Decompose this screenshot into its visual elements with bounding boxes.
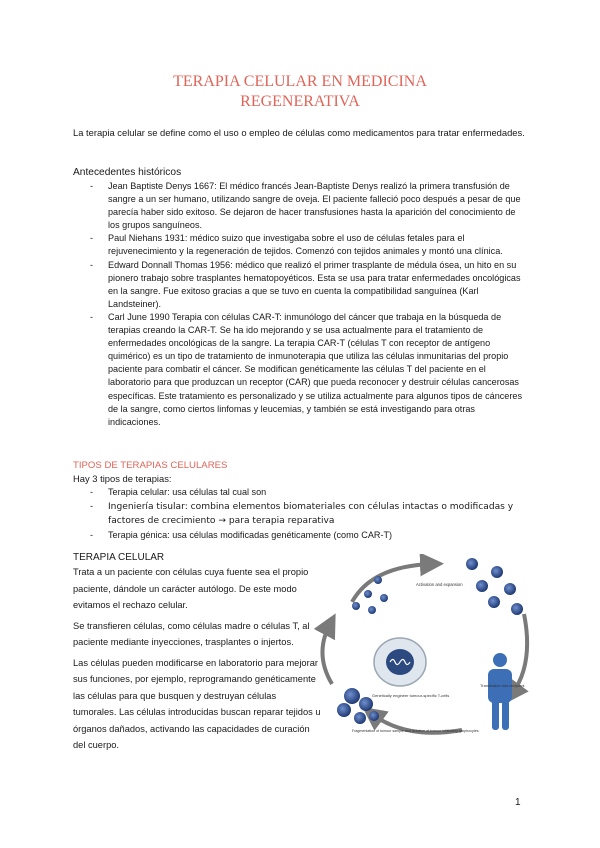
list-item: - Paul Niehans 1931: médico suizo que investigaba sobre el uso de células fetales para el rejuvenecimiento y la regeneración de tejidos. Comenzó con tejidos animales y montó una clínica. <box>90 233 503 257</box>
figure-label: Genetically engineer tumour-specific T-cells <box>372 693 450 698</box>
terapia-celular-heading: TERAPIA CELULAR <box>73 552 165 563</box>
figure-label: Activation and expansion <box>416 582 463 587</box>
cycle-arrow <box>512 614 527 694</box>
t-cell-icon <box>374 638 426 686</box>
figure-label: Transfusion into recipient <box>480 683 525 688</box>
list-item: - Terapia celular: usa células tal cual son <box>90 487 267 497</box>
recipient-person-icon <box>488 653 512 730</box>
tipos-heading: TIPOS DE TERAPIAS CELULARES <box>73 460 228 471</box>
paragraph: Trata a un paciente con células cuya fuente sea el propio paciente, dándole un carácter autólogo. De este modo evitamos el rechazo celular. <box>73 567 309 610</box>
figure-label: Fragmentation of tumour sample and isolation of tumour infiltrating lymphocytes <box>352 729 479 733</box>
paragraph: Las células pueden modificarse en laboratorio para mejorar sus funciones, por ejemplo, reprogramando genéticamente las células para que busquen y destruyan células tumorales. Las células introducidas buscan reparar tejidos u órganos dañados, activando las capacidades de curación del cuerpo. <box>73 657 321 750</box>
tipos-subheading: Hay 3 tipos de terapias: <box>73 473 172 484</box>
list-item: - Jean Baptiste Denys 1667: El médico francés Jean-Baptiste Denys realizó la primera transfusión de sangre a un ser humano, utilizando sangre de oveja. El paciente falleció poco después a pesar de que parecía haber sido exitoso. Se dejaron de hacer transfusiones hasta la aparición del conocimiento de los grupos sanguíneos. <box>90 181 521 231</box>
antecedentes-list <box>90 180 528 429</box>
antecedentes-heading: Antecedentes históricos <box>73 167 182 178</box>
cycle-arrow <box>322 624 332 684</box>
cell-therapy-cycle-diagram <box>312 554 534 738</box>
expanded-cells <box>466 558 523 615</box>
list-item: - Carl June 1990 Terapia con células CAR-T: inmunólogo del cáncer que trabaja en la búsqueda de terapias creando la CAR-T. Se ha ido mejorando y se usa actualmente para el tratamiento de enfermedades oncológicas de la sangre. La terapia CAR-T (células T con receptor de antígeno quimérico) es un tipo de tratamiento de inmunoterapia que utiliza las células inmunitarias del propio paciente para combatir el cáncer. Se modifican genéticamente las células T del paciente en el laboratorio para que produzcan un receptor (CAR) que pueda reconocer y destruir células cancerosas específicas. Este tratamiento es personalizado y se utiliza actualmente para algunos tipos de cánceres de la sangre, como ciertos linfomas y leucemias, y también se está investigando para otras indicaciones. <box>90 311 522 427</box>
title-line-1: TERAPIA CELULAR EN MEDICINA <box>173 73 427 90</box>
paragraph: Se transfieren células, como células madre o células T, al paciente mediante inyecciones, trasplantes o injertos. <box>73 620 310 647</box>
list-item: - Terapia génica: usa células modificadas genéticamente (como CAR-T) <box>90 529 393 540</box>
page-number: 1 <box>515 797 521 808</box>
intro-paragraph: La terapia celular se define como el uso o empleo de células como medicamentos para tratar enfermedades. <box>73 127 525 138</box>
list-item: - Edward Donnall Thomas 1956: médico que realizó el primer trasplante de médula ósea, un hito en su pionero trabajo sobre trasplantes hematopoyéticos. Esta se usa para tratar enfermedades oncológicas en la sangre. Fue exitoso gracias a que se tuvo en cuenta la compatibilidad sanguínea (Karl Landsteiner). <box>90 259 521 309</box>
tipos-list <box>90 486 528 542</box>
list-item: - Ingeniería tisular: combina elementos biomateriales con células intactas o modificadas y factores de crecimiento → para terapia reparativa <box>90 500 514 527</box>
title-line-2: REGENERATIVA <box>240 93 360 110</box>
terapia-celular-body <box>73 564 321 758</box>
document-title <box>0 72 600 112</box>
